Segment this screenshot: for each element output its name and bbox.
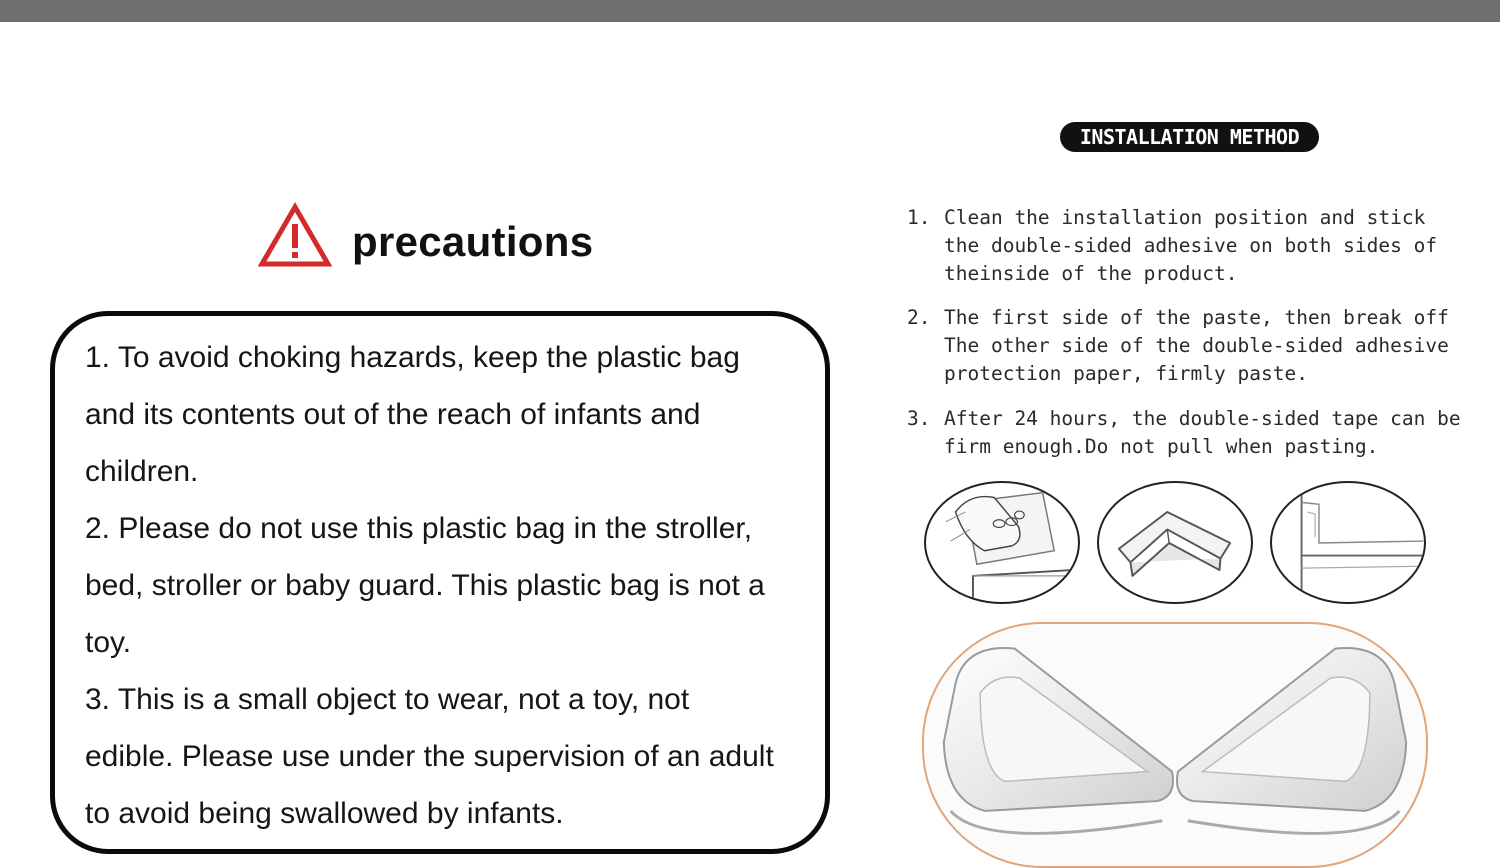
- corner-applied-illustration: [1270, 481, 1426, 604]
- precaution-line: 3. This is a small object to wear, not a toy, not: [85, 683, 690, 716]
- corner-guard-icon: [1099, 483, 1251, 602]
- step-number: 3.: [907, 407, 931, 430]
- hand-press-illustration: [924, 481, 1080, 604]
- precaution-line: bed, stroller or baby guard. This plastic bag is not a: [85, 569, 765, 602]
- precaution-line: children.: [85, 455, 199, 488]
- precaution-line: edible. Please use under the supervision of an adult: [85, 740, 774, 773]
- precaution-line: to avoid being swallowed by infants.: [85, 797, 564, 830]
- step-line: The other side of the double-sided adhesive: [944, 334, 1449, 357]
- step-number: 2.: [907, 306, 931, 329]
- step-line: theinside of the product.: [944, 262, 1238, 285]
- corner-protectors-image: [924, 624, 1426, 866]
- precaution-line: 2. Please do not use this plastic bag in the stroller,: [85, 512, 753, 545]
- product-photo: [922, 622, 1428, 868]
- warning-triangle-icon: [258, 202, 332, 268]
- hand-press-icon: [926, 483, 1078, 602]
- step-line: protection paper, firmly paste.: [944, 362, 1308, 385]
- step-line: The first side of the paste, then break off: [944, 306, 1449, 329]
- step-line: firm enough.Do not pull when pasting.: [944, 435, 1379, 458]
- installation-method-badge: INSTALLATION METHOD: [1060, 122, 1319, 152]
- corner-applied-icon: [1272, 483, 1424, 602]
- precaution-line: toy.: [85, 626, 132, 659]
- corner-guard-illustration: [1097, 481, 1253, 604]
- precaution-line: and its contents out of the reach of infants and: [85, 398, 701, 431]
- precautions-title: precautions: [352, 218, 594, 265]
- step-line: Clean the installation position and stick: [944, 206, 1426, 229]
- step-line: the double-sided adhesive on both sides of: [944, 234, 1438, 257]
- step-number: 1.: [907, 206, 931, 229]
- top-bar: [0, 0, 1500, 22]
- precaution-line: 1. To avoid choking hazards, keep the plastic bag: [85, 341, 740, 374]
- step-line: After 24 hours, the double-sided tape can be: [944, 407, 1461, 430]
